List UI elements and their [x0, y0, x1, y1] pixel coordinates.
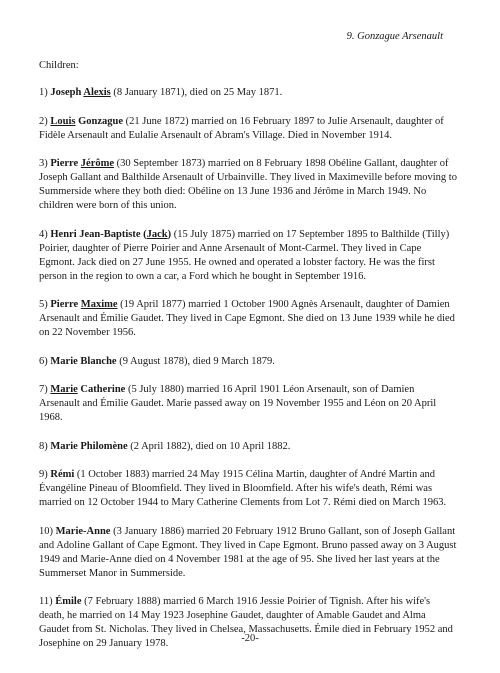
- entry-number: 1): [39, 87, 51, 98]
- entry-number: 2): [39, 115, 51, 127]
- child-name: [50, 87, 110, 98]
- entry-number: 7): [39, 384, 51, 395]
- child-entry: [39, 468, 457, 510]
- entry-details: (1 October 1883) married 24 May 1915 Célina Martin, daughter of André Martin and Évangéline Pineau of Bloomfield. They lived in Bloomfield. After his wife's death, Rémi was married on 12 October 1944 to Mary Catherine Clements from Lot 7. Rémi died on March 1963.: [39, 469, 447, 508]
- entry-details: (7 February 1888) married 6 March 1916 Jessie Poirier of Tignish. After his wife's death, he married on 14 May 1923 Josephine Gaudet, daughter of Amable Gaudet and Alma Gaudet from St. Nicholas. They lived in Chelsea, Massachusetts. Émile died in February 1952 and Josephine on 29 January 1978.: [39, 596, 453, 649]
- entry-number: 5): [39, 299, 51, 310]
- child-entry: [39, 115, 457, 143]
- child-name-part: Louis: [50, 115, 76, 127]
- child-name-part: Joseph: [50, 87, 84, 98]
- entry-details: (9 August 1878), died 9 March 1879.: [116, 355, 275, 367]
- entry-number: 10): [39, 525, 56, 537]
- child-name: [50, 441, 127, 452]
- child-name-part: Catherine: [77, 384, 126, 395]
- entry-number: 6): [39, 355, 51, 367]
- child-name-part: Henri Jean-Baptiste (: [50, 228, 147, 240]
- entry-details: (21 June 1872) married on 16 February 1897 to Julie Arsenault, daughter of Fidèle Arsenault and Eulalie Arsenault of Abram's Village. Died in November 1914.: [39, 115, 444, 141]
- entry-details: (2 April 1882), died on 10 April 1882.: [127, 440, 291, 452]
- child-name-part: Marie-Anne: [55, 525, 111, 537]
- entry-number: 4): [39, 228, 51, 240]
- child-name: [50, 116, 123, 127]
- child-entry: [39, 383, 457, 425]
- child-name-part: Maxime: [80, 299, 118, 310]
- entry-details: (5 July 1880) married 16 April 1901 Léon Arsenault, son of Damien Arsenault and Émilie Gaudet. Marie passed away on 19 November 1955 and Léon on 20 April 1968.: [39, 384, 437, 423]
- child-name: [55, 596, 81, 607]
- entry-details: (30 September 1873) married on 8 February 1898 Obéline Gallant, daughter of Joseph Gallant and Balthilde Arsenault of Urbainville. They lived in Maximeville before moving to Summerside where they both died: Obéline on 13 June 1936 and Jérôme in March 1949. No children were born of this union.: [39, 158, 457, 211]
- child-name-part: Alexis: [83, 87, 111, 98]
- child-entry: [39, 298, 457, 340]
- entry-details: (19 April 1877) married 1 October 1900 Agnès Arsenault, daughter of Damien Arsenault and Émilie Gaudet. They lived in Cape Egmont. She died on 13 June 1939 while he died on 22 November 1956.: [39, 299, 455, 338]
- children-heading: Children:: [39, 60, 79, 71]
- child-name-part: Rémi: [50, 469, 75, 480]
- child-entry: [39, 86, 457, 100]
- child-name-part: Pierre: [50, 299, 81, 310]
- child-name-part: Marie Philomène: [50, 440, 128, 452]
- child-name: [50, 384, 125, 395]
- entry-details: (15 July 1875) married on 17 September 1895 to Balthilde (Tilly) Poirier, daughter of Pierre Poirier and Anne Arsenault of Mont-Carmel. They lived in Cape Egmont. Jack died on 27 June 1955. He owned and operated a lobster factory. He was the first person in the region to own a car, a Ford which he bought in September 1916.: [39, 228, 450, 282]
- child-name: [56, 526, 111, 537]
- child-name: [50, 158, 114, 169]
- child-name: [50, 299, 117, 310]
- entry-details: (8 January 1871), died on 25 May 1871.: [110, 87, 283, 98]
- entry-number: 9): [39, 469, 51, 480]
- entry-number: 11): [39, 596, 56, 607]
- child-entry: [39, 157, 457, 213]
- entry-number: 8): [39, 440, 51, 452]
- child-entry: [39, 228, 457, 284]
- child-entry: [39, 355, 457, 369]
- child-name: [50, 356, 116, 367]
- child-name-part: Jérôme: [80, 158, 115, 169]
- child-name-part: Gonzague: [75, 115, 124, 127]
- child-name-part: Marie Blanche: [50, 355, 117, 367]
- child-entry: [39, 440, 457, 454]
- child-name-part: ): [167, 228, 172, 240]
- child-name: [50, 229, 171, 240]
- child-name: [50, 469, 74, 480]
- children-list: [39, 86, 457, 666]
- page-number: -20-: [241, 633, 259, 644]
- entry-details: (3 January 1886) married 20 February 1912 Bruno Gallant, son of Joseph Gallant and Adoline Gallant of Cape Egmont. They lived in Cape Egmont. Bruno passed away on 3 August 1949 and Marie-Anne died on 4 November 1981 at the age of 95. She lived her last years at the Summerset Manor in Summerside.: [39, 525, 457, 579]
- child-name-part: Marie: [50, 384, 78, 395]
- entry-number: 3): [39, 158, 51, 169]
- child-name-part: Pierre: [50, 158, 81, 169]
- page-header: 9. Gonzague Arsenault: [346, 31, 443, 42]
- child-name-part: Jack: [146, 228, 168, 240]
- child-name-part: Émile: [55, 596, 82, 607]
- child-entry: [39, 525, 457, 581]
